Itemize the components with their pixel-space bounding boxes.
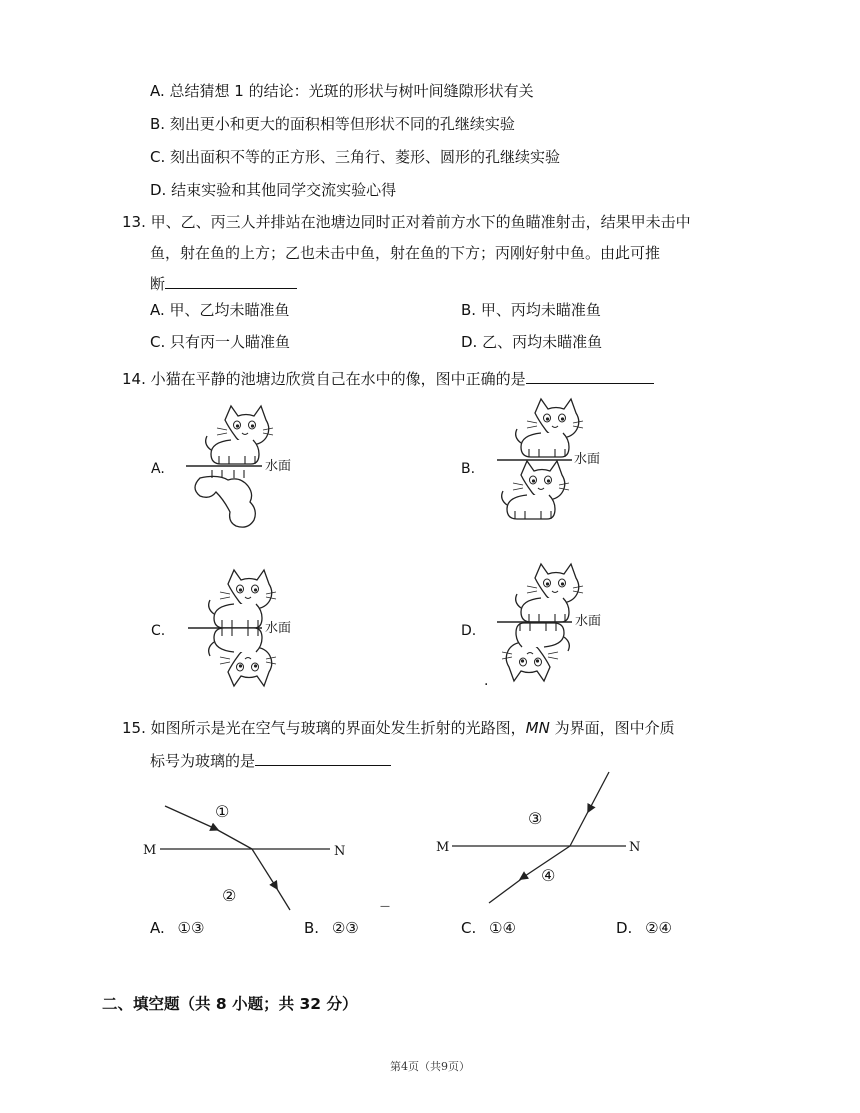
q15-option-a [150,918,204,938]
q14-option-b-label: B. [461,461,476,477]
q14-c-water-label: 水面 [265,621,292,636]
q15-option-b-letter: B. [304,919,320,937]
q13-stem-line2: 鱼，射在鱼的上方；乙也未击中鱼，射在鱼的下方；丙刚好射中鱼。由此可推 [150,244,661,262]
q12-option-c: C. 刻出面积不等的正方形、三角行、菱形、圆形的孔继续实验 [150,148,561,166]
q14-stem-text: 14. 小猫在平静的池塘边欣赏自己在水中的像，图中正确的是 [122,370,526,388]
q13-option-c: C. 只有丙一人瞄准鱼 [150,333,291,351]
q14-a-water-label: 水面 [265,459,292,474]
q15-fig1-m-label: M [143,843,157,858]
q15-option-a-letter: A. [150,919,165,937]
q14-option-d-label: D. [461,623,477,639]
q14-figure-a [186,406,273,527]
q14-stray-dot: . [484,673,489,689]
section-2-heading: 二、填空题（共 8 小题；共 32 分） [102,995,358,1013]
q12-option-b: B. 刻出更小和更大的面积相等但形状不同的孔继续实验 [150,115,515,133]
q15-stray-mark: — [380,901,390,912]
q14-figure-b [497,399,583,519]
q12-option-a: A. 总结猜想 1 的结论：光斑的形状与树叶间缝隙形状有关 [150,82,534,100]
page-footer: 第4页（共9页） [390,1060,470,1073]
q15-option-d-letter: D. [616,919,633,937]
q13-option-b: B. 甲、丙均未瞄准鱼 [461,301,601,319]
q15-stem-line1 [122,718,675,738]
q15-figure-1 [160,806,330,910]
q14-b-water-label: 水面 [574,452,601,467]
q13-stem-line1: 13. 甲、乙、丙三人并排站在池塘边同时正对着前方水下的鱼瞄准射击，结果甲未击中 [122,213,691,231]
q15-option-c-letter: C. [461,919,477,937]
q15-fig1-n-label: N [334,844,346,859]
q13-option-a: A. 甲、乙均未瞄准鱼 [150,301,290,319]
q15-fig1-bottom-label: ② [222,886,237,905]
q14-d-water-label: 水面 [575,614,602,629]
q15-stem-text-b: 为界面，图中介质 [549,719,675,737]
q15-option-c [461,918,516,938]
q14-option-c-label: C. [151,623,166,639]
q15-option-c-value: ①④ [489,919,516,937]
q15-answer-blank[interactable] [255,749,391,766]
q15-figure-2 [452,772,626,903]
q15-fig2-top-label: ③ [528,809,543,828]
q15-stem-mn: MN [525,719,550,737]
q13-stem-text: 断 [150,275,166,293]
q15-option-d [616,918,672,938]
q14-option-a-label: A. [151,461,165,477]
q15-stem-line2 [150,749,391,771]
q12-option-d: D. 结束实验和其他同学交流实验心得 [150,181,397,199]
q15-option-b-value: ②③ [331,919,359,937]
q14-figure-d [497,564,583,681]
q15-option-a-value: ①③ [177,919,205,937]
q15-fig2-n-label: N [629,840,641,855]
q15-fig1-top-label: ① [215,802,230,821]
q15-stem-text-a: 15. 如图所示是光在空气与玻璃的界面处发生折射的光路图， [122,719,526,737]
q14-figure-c [188,570,276,686]
q13-option-d: D. 乙、丙均未瞄准鱼 [461,333,603,351]
q15-option-d-value: ②④ [645,919,673,937]
q15-option-b [304,918,359,938]
q15-fig2-bottom-label: ④ [541,866,556,885]
q15-fig2-m-label: M [436,840,450,855]
q15-stem-text-2: 标号为玻璃的是 [150,752,256,770]
